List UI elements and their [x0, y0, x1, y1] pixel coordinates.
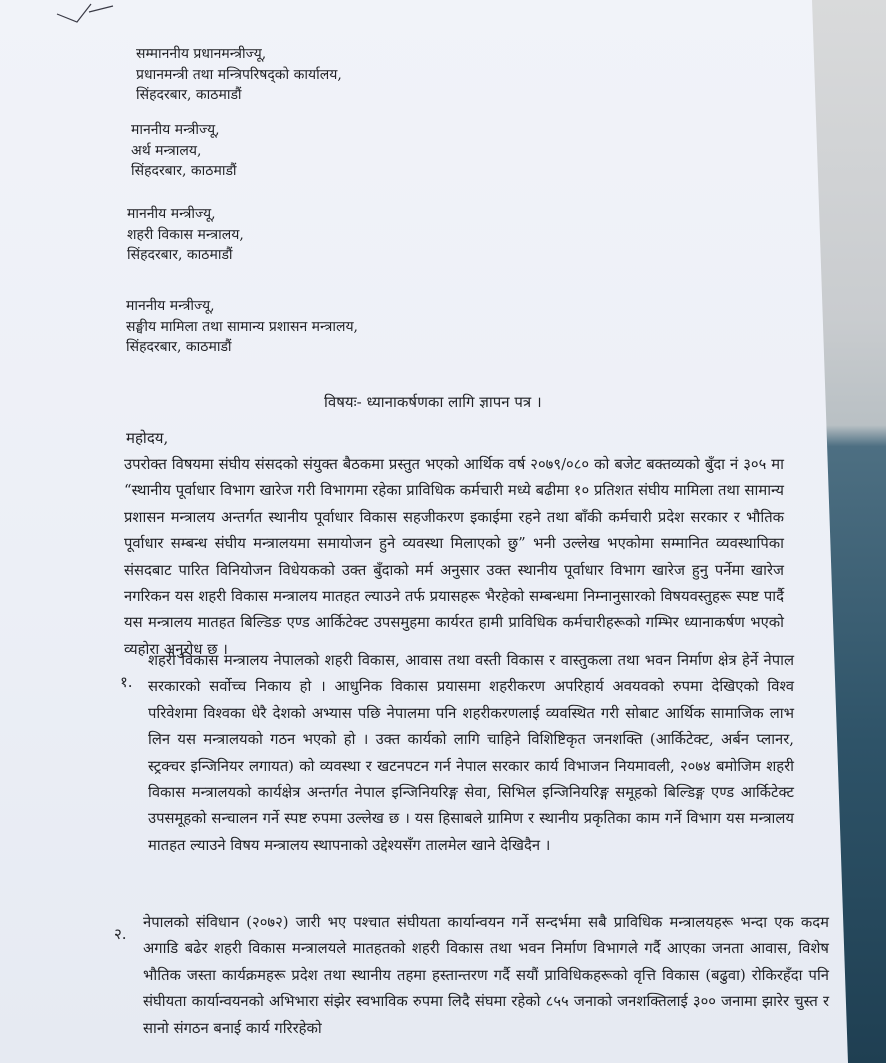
addressee-line: माननीय मन्त्रीज्यू, [131, 122, 220, 138]
subject-line: विषयः- ध्यानाकर्षणका लागि ज्ञापन पत्र । [324, 393, 542, 411]
addressee-line: सिंहदरबार, काठमाडौं [127, 247, 233, 263]
salutation: महोदय, [126, 429, 169, 447]
addressee-line: माननीय मन्त्रीज्यू, [127, 206, 216, 222]
addressee-block-3 [127, 204, 244, 266]
addressee-line: सिंहदरबार, काठमाडौं [136, 87, 242, 103]
addressee-block-2 [131, 120, 237, 182]
addressee-block-4 [126, 296, 358, 358]
intro-paragraph: उपरोक्त विषयमा संघीय संसदको संयुक्त बैठकमा प्रस्तुत भएको आर्थिक वर्ष २०७९/०८० को बजेट बक्तव्यको बुँदा नं ३०५ मा “स्थानीय पूर्वाधार विभाग खारेज गरी विभागमा रहेका प्राविधिक कर्मचारी मध्ये बढीमा १० प्रतिशत संघीय मामिला तथा सामान्य प्रशासन मन्त्रालय अन्तर्गत स्थानीय पूर्वाधार विकास सहजीकरण इकाईमा रहने तथा बाँकी कर्मचारी प्रदेश सरकार र भौतिक पूर्वाधार सम्बन्ध संघीय मन्त्रालयमा समायोजन हुने व्यवस्था मिलाएको छु” भनी उल्लेख भएकोमा सम्मानित व्यवस्थापिका संसदबाट पारित विनियोजन विधेयकको उक्त बुँदाको मर्म अनुसार उक्त स्थानीय पूर्वाधार विभाग खारेज हुनु पर्नेमा खारेज नगरिकन यस शहरी विकास मन्त्रालय मातहत ल्याउने तर्फ प्रयासहरू भैरहेको सम्बन्धमा निम्नानुसारको विषयवस्तुहरू स्पष्ट पार्दै यस मन्त्रालय मातहत बिल्डिङ एण्ड आर्किटेक्ट उपसमुहमा कार्यरत हामी प्राविधिक कर्मचारीहरूको गम्भिर ध्यानाकर्षण भएको व्यहोरा अनुरोध छ । [124, 456, 784, 658]
point-text: शहरी विकास मन्त्रालय नेपालको शहरी विकास, आवास तथा वस्ती विकास र वास्तुकला तथा भवन निर्माण क्षेत्र हेर्ने नेपाल सरकारको सर्वोच्च निकाय हो । आधुनिक विकास प्रयासमा शहरीकरण अपरिहार्य अवयवको रुपमा देखिएको विश्व परिवेशमा विश्वका धेरै देशको अभ्यास पछि नेपालमा पनि शहरीकरणलाई व्यवस्थित गरी सोबाट आर्थिक सामाजिक लाभ लिन यस मन्त्रालयको गठन भएको हो । उक्त कार्यको लागि चाहिने विशिष्टिकृत जनशक्ति (आर्किटेक्ट, अर्बन प्लानर, स्ट्रक्चर इन्जिनियर लगायत) को व्यवस्था र खटनपटन गर्न नेपाल सरकार कार्य विभाजन नियमावली, २०७४ बमोजिम शहरी विकास मन्त्रालयको कार्यक्षेत्र अन्तर्गत नेपाल इन्जिनियरिङ्ग सेवा, सिभिल इन्जिनियरिङ्ग समूहको बिल्डिङ्ग एण्ड आर्किटेक्ट उपसमूहको सन्चालन गर्ने स्पष्ट रुपमा उल्लेख छ । यस हिसाबले ग्रामिण र स्थानीय प्रकृतिका काम गर्ने विभाग यस मन्त्रालय मातहत ल्याउने विषय मन्त्रालय स्थापनाको उद्देश्यसँग तालमेल खाने देखिदैन । [148, 652, 794, 854]
addressee-line: माननीय मन्त्रीज्यू, [126, 298, 215, 314]
addressee-line: सिंहदरबार, काठमाडौं [131, 163, 237, 179]
point-number: १. [120, 673, 133, 691]
addressee-line: सम्माननीय प्रधानमन्त्रीज्यू, [136, 46, 267, 62]
addressee-line: सङ्घीय मामिला तथा सामान्य प्रशासन मन्त्रालय, [126, 318, 359, 335]
point-text: नेपालको संविधान (२०७२) जारी भए पश्चात संघीयता कार्यान्वयन गर्ने सन्दर्भमा सबै प्राविधिक मन्त्रालयहरू भन्दा एक कदम अगाडि बढेर शहरी विकास मन्त्रालयले मातहतको शहरी विकास तथा भवन निर्माण विभागले गर्दै आएका जनता आवास, विशेष भौतिक जस्ता कार्यक्रमहरू प्रदेश तथा स्थानीय तहमा हस्तान्तरण गर्दै सयौं प्राविधिकहरूको वृत्ति विकास (बढुवा) रोकिरहँदा पनि संघीयता कार्यान्वयनको अभिभारा संझेर स्वभाविक रुपमा लिदै संघमा रहेको ८५५ जनाको जनशक्तिलाई ३०० जनामा झारेर चुस्त र सानो संगठन बनाई कार्य गरिरहेको [143, 914, 829, 1037]
addressee-line: सिंहदरबार, काठमाडौं [126, 339, 232, 355]
point-number: २. [114, 925, 127, 943]
addressee-line: अर्थ मन्त्रालय, [131, 142, 202, 159]
addressee-block-1 [136, 44, 342, 106]
addressee-line: शहरी विकास मन्त्रालय, [127, 226, 244, 243]
addressee-line: प्रधानमन्त्री तथा मन्त्रिपरिषद्को कार्यालय, [136, 66, 342, 83]
